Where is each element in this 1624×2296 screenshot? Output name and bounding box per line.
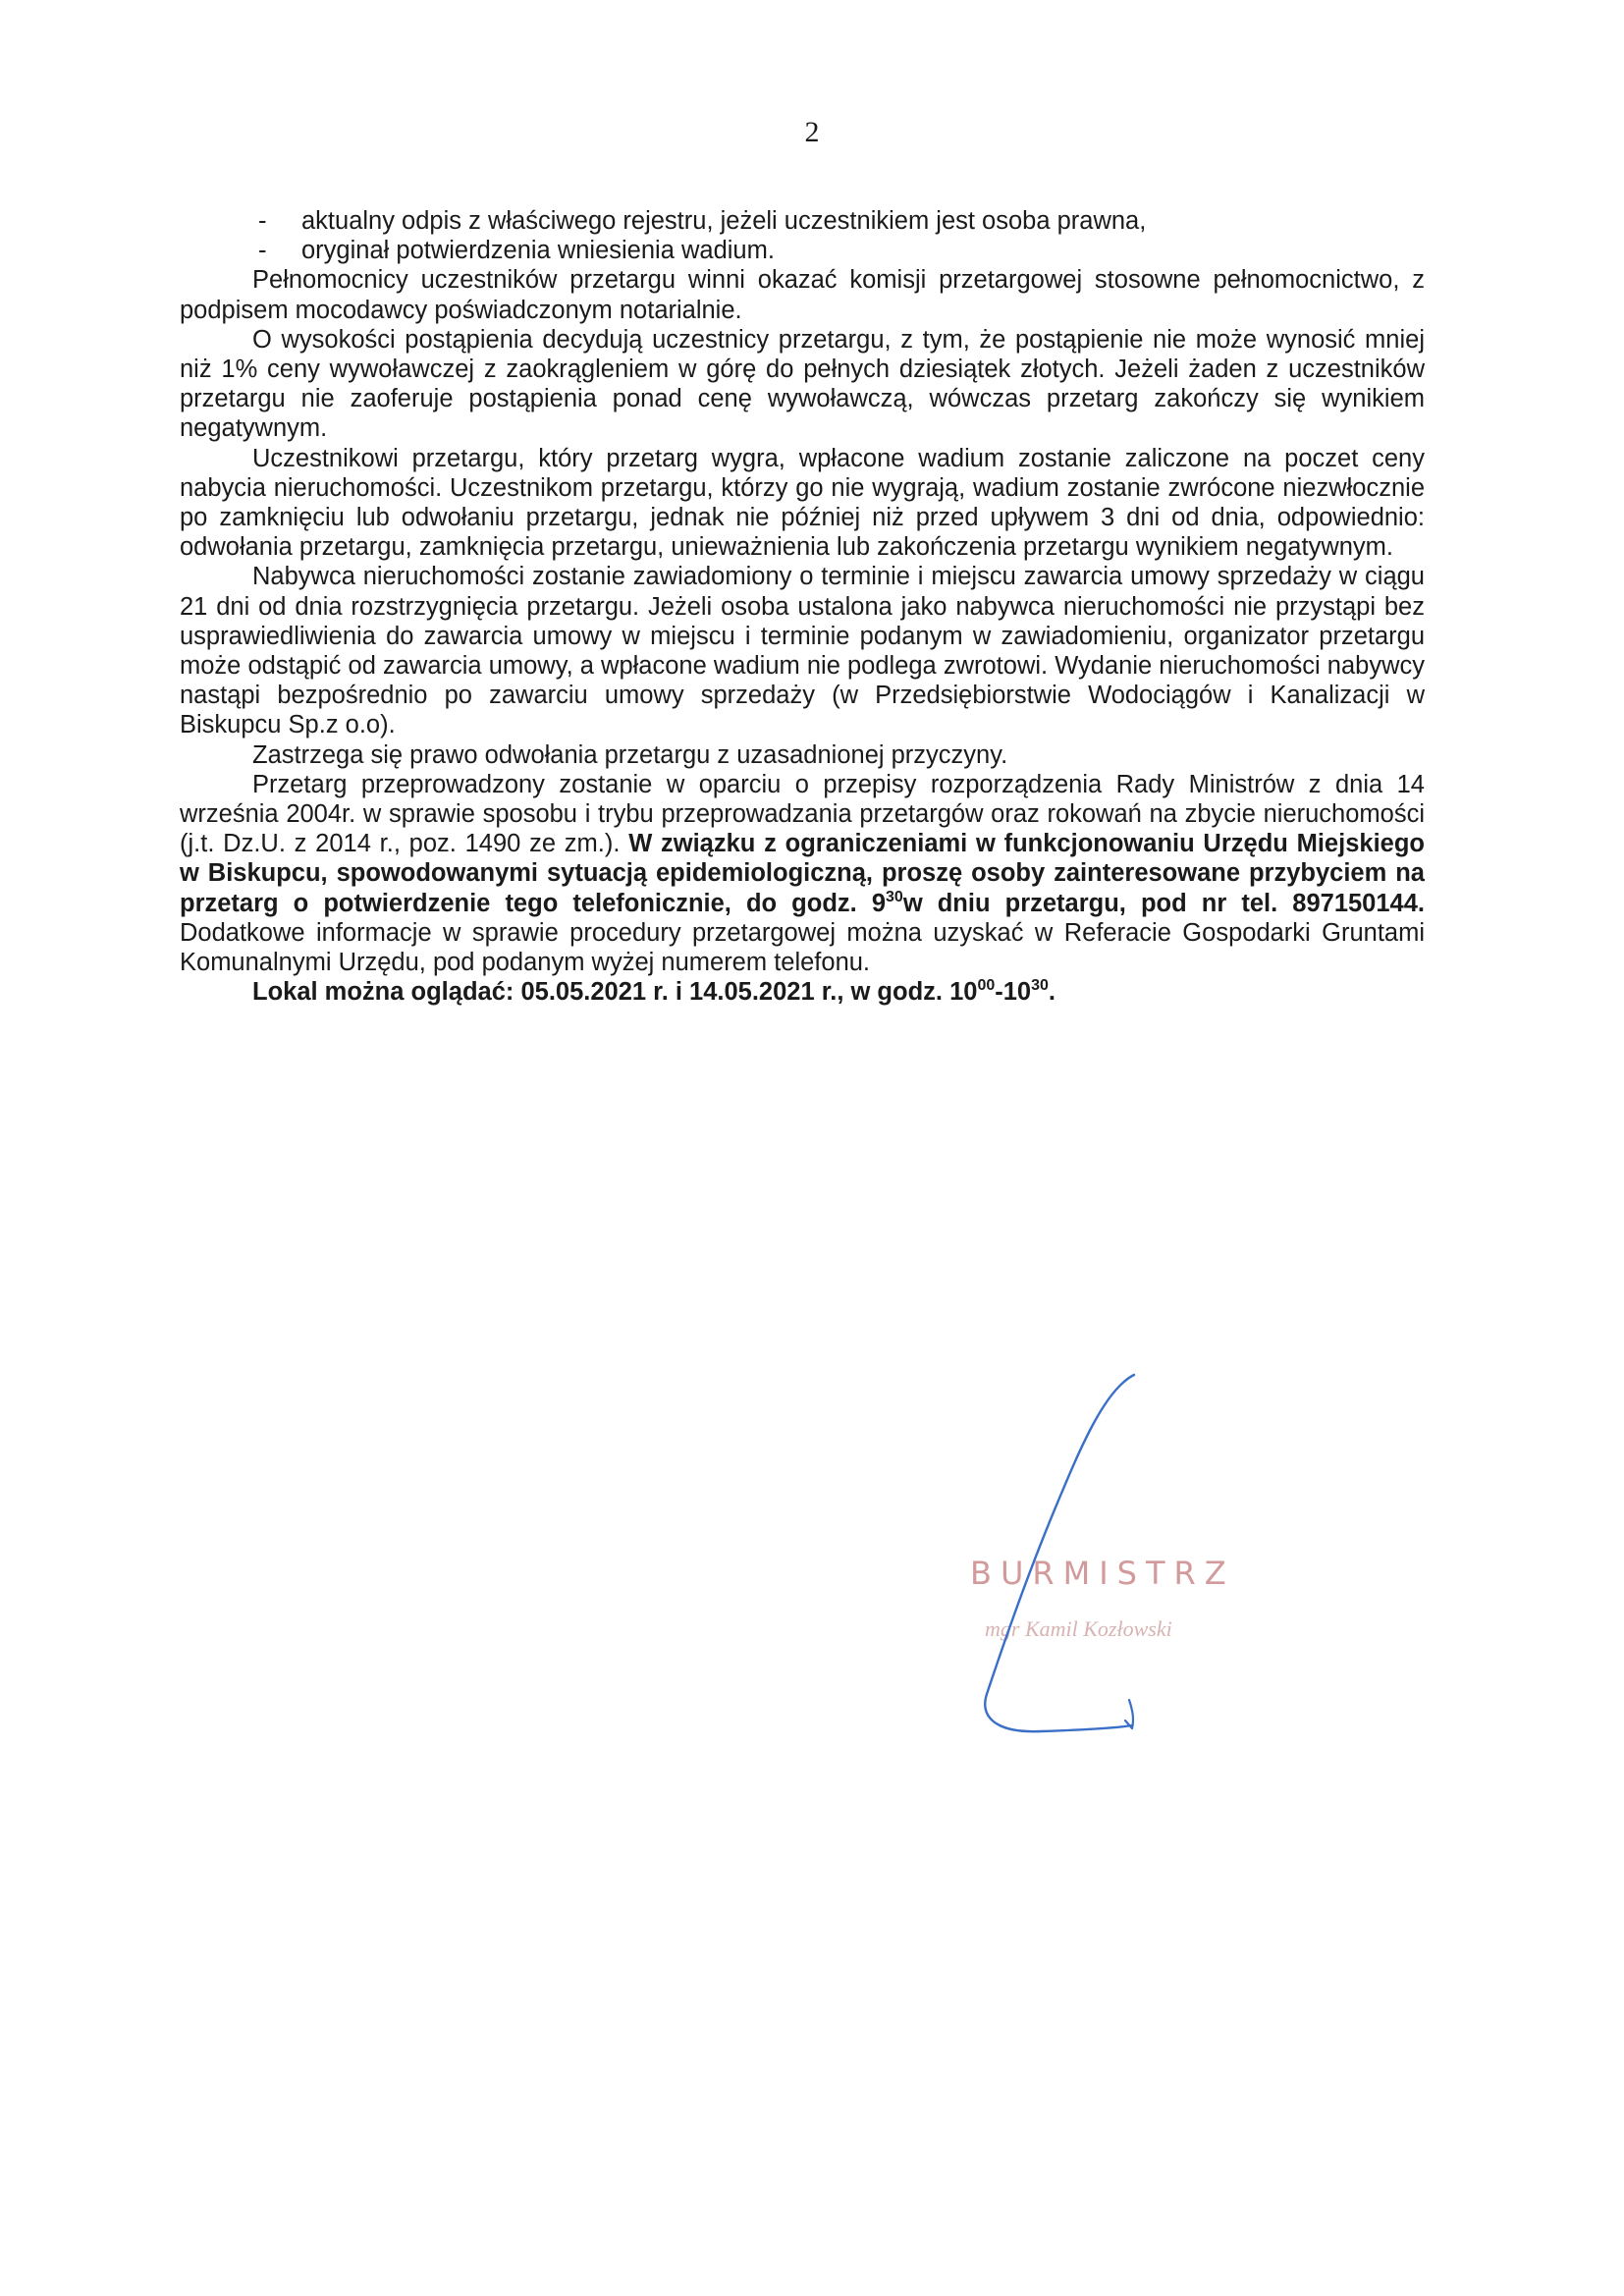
paragraph-attorneys: Pełnomocnicy uczestników przetargu winni okazać komisji przetargowej stosowne pełnomocnictwo, z podpisem mocodawcy poświadczonym notarialnie. [180,266,1425,324]
paragraph-deposit: Uczestnikowi przetargu, który przetarg wygra, wpłacone wadium zostanie zaliczone na poczet ceny nabycia nieruchomości. Uczestnikom przetargu, którzy go nie wygrają, wadium zostanie zwrócone niezwłocznie po zamknięciu lub odwołaniu przetargu, jednak nie później niż przed upływem 3 dni od dnia, odpowiednio: odwołania przetargu, zamknięcia przetargu, unieważnienia lub zakończenia przetargu wynikiem negatywnym. [180,444,1425,562]
signature [933,1360,1306,1753]
additional-info-text: Dodatkowe informacje w sprawie procedury przetargowej można uzyskać w Referacie Gospodarki Gruntami Komunalnymi Urzędu, pod podanym wyżej numerem telefonu. [180,918,1425,977]
dash-bullet: - [258,207,267,235]
paragraph-cancellation-right: Zastrzega się prawo odwołania przetargu z uzasadnionej przyczyny. [252,740,1008,769]
list-item-text: oryginał potwierdzenia wniesienia wadium. [301,237,775,265]
page-number: 2 [804,116,820,148]
paragraph-purchase-agreement: Nabywca nieruchomości zostanie zawiadomiony o terminie i miejscu zawarcia umowy sprzedaży w ciągu 21 dni od dnia rozstrzygnięcia przetargu. Jeżeli osoba ustalona jako nabywca nieruchomości nie przystąpi bez usprawiedliwienia do zawarcia umowy w miejscu i terminie podanym w zawiadomieniu, organizator przetargu może odstąpić od zawarcia umowy, a wpłacone wadium nie podlega zwrotowi. Wydanie nieruchomości nabywcy nastąpi bezpośrednio po zawarciu umowy sprzedaży (w Przedsiębiorstwie Wodociągów i Kanalizacji w Biskupcu Sp.z o.o). [180,563,1425,739]
paragraph-bid-increment: O wysokości postąpienia decydują uczestnicy przetargu, z tym, że postąpienie nie może wynosić mniej niż 1% ceny wywoławczej z zaokrągleniem w górę do pełnych dziesiątek złotych. Jeżeli żaden z uczestników przetargu nie zaoferuje postąpienia ponad cenę wywoławczą, wówczas przetarg zakończy się wynikiem negatywnym. [180,325,1425,443]
viewing-dates: Lokal można oglądać: 05.05.2021 r. i 14.05.2021 r., w godz. $10^{00}-10^{30}$. [252,977,1056,1007]
epidemic-notice: W związku z ograniczeniami w funkcjonowaniu Urzędu Miejskiego w Biskupcu, spowodowanymi sytuacją epidemiologiczną, proszę osoby zainteresowane przybyciem na przetarg o potwierdzenie tego telefonicznie, do godz. $9^{30}w$ dniu przetargu, pod nr tel. 897150144. [180,830,1425,917]
dash-bullet: - [258,237,267,265]
paragraph-legal-basis [180,770,1425,977]
list-item [180,236,1425,265]
document-body [180,206,1425,1007]
stamp-name: mgr Kamil Kozłowski [985,1616,1172,1641]
list-item [180,206,1425,236]
list-item-text: aktualny odpis z właściwego rejestru, jeżeli uczestnikiem jest osoba prawna, [301,207,1147,235]
stamp-title: BURMISTRZ [970,1555,1235,1592]
legal-basis-text: Przetarg przeprowadzony zostanie w oparciu o przepisy rozporządzenia Rady Ministrów z dnia 14 września 2004r. w sprawie sposobu i trybu przeprowadzania przetargów oraz rokowań na zbycie nieruchomości (j.t. Dz.U. z 2014 r., poz. 1490 ze zm.). [180,770,1425,858]
